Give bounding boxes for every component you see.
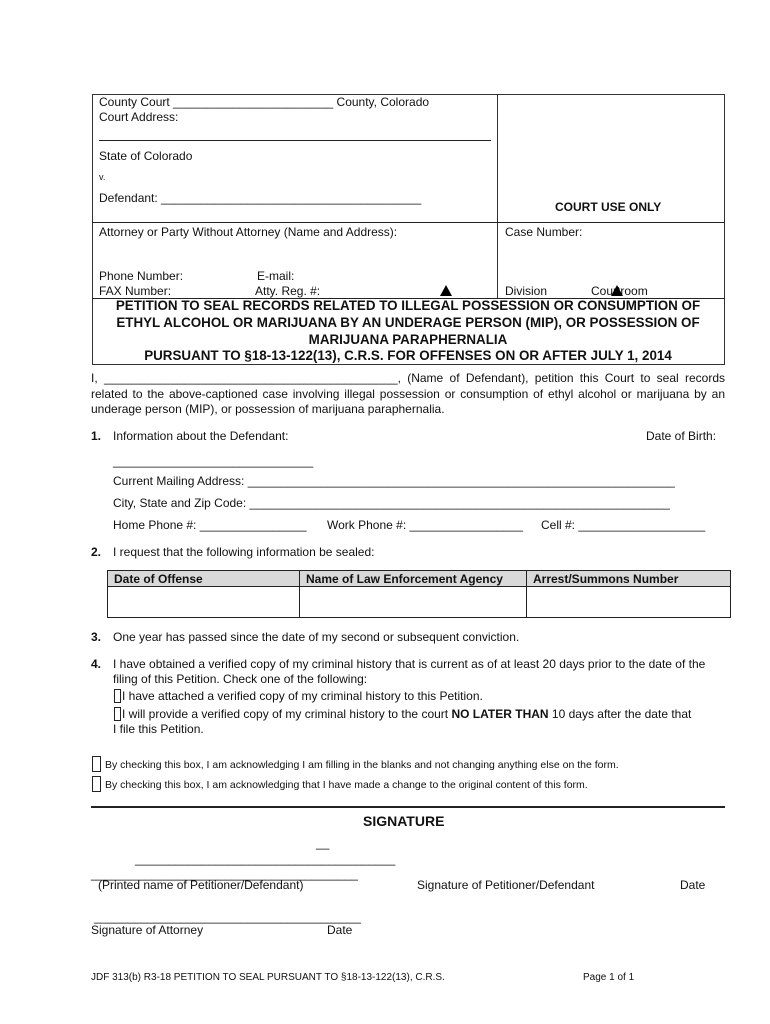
atty-reg-label[interactable]: Atty. Reg. #: — [255, 284, 321, 298]
blanks-acknowledgement-text: By checking this box, I am acknowledging I am filling in the blanks and not changing anything else on the form. — [105, 759, 619, 771]
county-court-line[interactable]: County Court ________________________ County, Colorado — [99, 95, 430, 109]
no-later-than-text: NO LATER THAN — [451, 707, 549, 721]
plaintiff-name: State of Colorado — [99, 149, 193, 163]
home-phone-field[interactable]: Home Phone #: ________________ — [113, 518, 307, 532]
city-state-zip-field[interactable]: City, State and Zip Code: _______________________________________________________________ — [113, 496, 670, 510]
blanks-acknowledgement-checkbox[interactable] — [92, 756, 101, 772]
division-label[interactable]: Division — [505, 284, 548, 298]
defendant-field[interactable]: Defendant: _______________________________________ — [99, 191, 422, 205]
form-id-footer: JDF 313(b) R3-18 PETITION TO SEAL PURSUANT TO §18-13-122(13), C.R.S. — [91, 972, 445, 983]
attorney-date-label: Date — [327, 923, 353, 937]
table-header-row — [108, 571, 731, 587]
court-address-label: Court Address: — [99, 110, 179, 124]
fax-number-label[interactable]: FAX Number: — [99, 284, 172, 298]
date-of-offense-header: Date of Offense — [108, 571, 300, 587]
changed-acknowledgement-checkbox[interactable] — [92, 776, 101, 792]
cell-phone-field[interactable]: Cell #: ___________________ — [541, 518, 706, 532]
signature-heading: SIGNATURE — [363, 813, 445, 829]
arrest-summons-cell[interactable] — [527, 587, 731, 618]
criminal-history-statement: I have obtained a verified copy of my criminal history that is current as of at least 20 days prior to the date of the filing of this Petition. Check one of the following: — [113, 657, 706, 686]
work-phone-field[interactable]: Work Phone #: _________________ — [327, 518, 523, 532]
section-3-number: 3. — [91, 630, 102, 644]
date-of-offense-cell[interactable] — [108, 587, 300, 618]
up-triangle-icon — [611, 285, 623, 296]
one-year-statement: One year has passed since the date of my second or subsequent conviction. — [113, 630, 520, 644]
seal-request-label: I request that the following information be sealed: — [113, 545, 375, 559]
defendant-name-blank[interactable]: ______________________________ — [113, 454, 314, 468]
signature-divider — [91, 806, 725, 808]
attorney-signature-label: Signature of Attorney — [91, 923, 204, 937]
provide-history-checkbox[interactable] — [114, 707, 121, 721]
email-label[interactable]: E-mail: — [257, 269, 295, 283]
up-triangle-icon — [440, 285, 452, 296]
attached-history-option: I have attached a verified copy of my criminal history to this Petition. — [122, 689, 483, 703]
phone-number-label[interactable]: Phone Number: — [99, 269, 184, 283]
section-4-number: 4. — [91, 657, 102, 671]
attorney-signature-line[interactable]: ________________________________________ — [94, 910, 361, 924]
court-address-rule — [99, 140, 491, 141]
provide-history-option-line-2: I file this Petition. — [113, 722, 204, 736]
caption-row-divider-1 — [92, 222, 725, 223]
caption-divider — [497, 94, 498, 298]
agency-name-header: Name of Law Enforcement Agency — [300, 571, 527, 587]
petitioner-signature-line[interactable]: _______________________________________ — [135, 852, 396, 866]
signature-dash: __ — [316, 836, 330, 850]
printed-name-label: (Printed name of Petitioner/Defendant) — [98, 878, 304, 892]
section-2-number: 2. — [91, 545, 102, 559]
petitioner-date-label: Date — [680, 878, 706, 892]
printed-name-line[interactable]: ________________________________________ — [91, 867, 358, 881]
courtroom-label[interactable]: Courtroom — [591, 284, 648, 298]
attached-history-checkbox[interactable] — [114, 689, 121, 703]
case-number-label[interactable]: Case Number: — [505, 225, 583, 239]
form-title-line-1: PETITION TO SEAL RECORDS RELATED TO ILLEGAL POSSESSION OR CONSUMPTION OF — [115, 298, 701, 313]
petitioner-signature-label: Signature of Petitioner/Defendant — [417, 878, 595, 892]
provide-history-option — [122, 707, 691, 721]
changed-acknowledgement-text: By checking this box, I am acknowledging that I have made a change to the original content of this form. — [105, 779, 588, 791]
page-number: Page 1 of 1 — [583, 972, 635, 983]
intro-paragraph[interactable]: I, ____________________________________________, (Name of Defendant), petition this Court to seal records related to the above-captioned case involving illegal possession or consumption of ethyl alcohol or marijuana by an underage person (MIP), or possession of marijuana paraphernalia. — [91, 371, 725, 416]
section-1-number: 1. — [91, 429, 102, 443]
versus-label: v. — [99, 172, 106, 182]
table-row — [108, 587, 731, 618]
mailing-address-field[interactable]: Current Mailing Address: ________________________________________________________________ — [113, 474, 675, 488]
agency-name-cell[interactable] — [300, 587, 527, 618]
date-of-birth-label[interactable]: Date of Birth: — [646, 429, 717, 443]
arrest-summons-header: Arrest/Summons Number — [527, 571, 731, 587]
form-title-line-2: ETHYL ALCOHOL OR MARIJUANA BY AN UNDERAGE PERSON (MIP), OR POSSESSION OF — [116, 315, 700, 330]
attorney-label: Attorney or Party Without Attorney (Name and Address): — [99, 225, 398, 239]
form-title-line-3: MARIJUANA PARAPHERNALIA — [308, 332, 508, 347]
provide-history-text-end: 10 days after the date that — [548, 707, 692, 721]
court-use-only-label: COURT USE ONLY — [555, 200, 662, 214]
offense-table — [107, 570, 731, 618]
defendant-info-label: Information about the Defendant: — [113, 429, 289, 443]
provide-history-text: I will provide a verified copy of my criminal history to the court — [122, 707, 452, 721]
form-title-line-4: PURSUANT TO §18-13-122(13), C.R.S. FOR OFFENSES ON OR AFTER JULY 1, 2014 — [144, 348, 672, 363]
